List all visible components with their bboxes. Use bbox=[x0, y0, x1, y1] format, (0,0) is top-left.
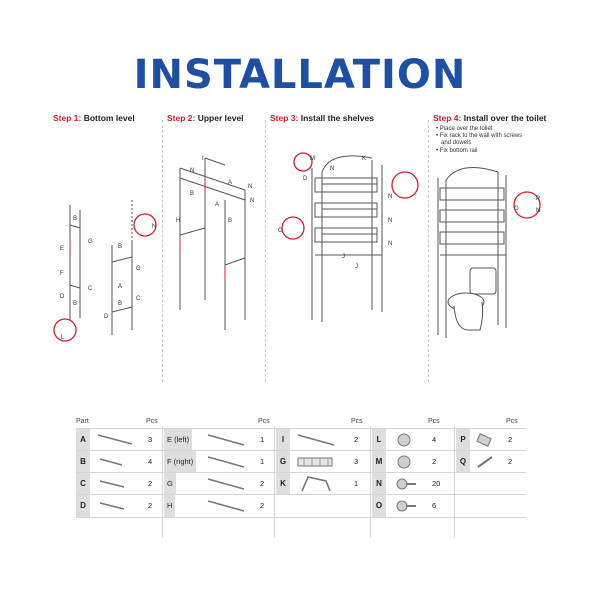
diagram-label: A bbox=[228, 180, 233, 186]
part-pcs: 2 bbox=[508, 435, 513, 444]
diagram-label: M bbox=[310, 156, 315, 162]
diagram-label: J bbox=[342, 254, 345, 260]
table-row bbox=[76, 494, 526, 518]
page-title: INSTALLATION bbox=[133, 52, 467, 98]
part-letter: A bbox=[76, 429, 90, 451]
rod-part-icon bbox=[96, 429, 136, 451]
diagram-label: A bbox=[215, 202, 220, 208]
note-item: • Fix rack to the wall with screws bbox=[436, 133, 586, 140]
part-pcs: 2 bbox=[260, 479, 265, 488]
step-1-frame-right bbox=[112, 200, 132, 335]
diagram-label: B bbox=[118, 301, 123, 307]
diagram-label: D bbox=[60, 294, 65, 300]
diagram-label: N bbox=[250, 198, 255, 204]
table-row bbox=[76, 450, 526, 473]
diagram-label: N bbox=[190, 168, 195, 174]
part-pcs: 3 bbox=[148, 435, 153, 444]
table-row bbox=[76, 472, 526, 495]
diagram-label: O bbox=[514, 206, 519, 212]
bolt-part-icon bbox=[392, 473, 432, 495]
table-row bbox=[76, 428, 526, 451]
part-letter: P bbox=[456, 429, 470, 451]
diagram-label: N bbox=[248, 184, 253, 190]
part-pcs: 2 bbox=[508, 457, 513, 466]
part-pcs: 2 bbox=[148, 479, 153, 488]
pcs-header: Pcs bbox=[146, 418, 158, 425]
diagram-label: F bbox=[60, 271, 64, 277]
pcs-header: Pcs bbox=[351, 418, 363, 425]
parts-table bbox=[76, 418, 526, 530]
diagram-label: N bbox=[536, 208, 541, 214]
rod-part-icon bbox=[206, 495, 246, 517]
shelf-part-icon bbox=[296, 451, 336, 473]
part-pcs: 2 bbox=[432, 457, 437, 466]
diagram-label: G bbox=[88, 239, 93, 245]
diagram-label: A bbox=[118, 284, 123, 290]
tube-part-icon bbox=[96, 451, 136, 473]
detail-circle bbox=[392, 172, 418, 198]
diagram-label: P bbox=[536, 196, 541, 202]
diagram-label: O bbox=[278, 228, 283, 234]
diagram-label: B bbox=[228, 218, 233, 224]
part-pcs: 1 bbox=[260, 457, 265, 466]
rod-part-icon bbox=[296, 429, 336, 451]
part-letter: C bbox=[76, 473, 90, 495]
diagram-label: J bbox=[355, 264, 358, 270]
step-4-label: Install over the toilet bbox=[463, 113, 547, 123]
diagram-label: E bbox=[60, 246, 65, 252]
part-letter: M bbox=[372, 451, 386, 473]
pcs-header: Pcs bbox=[428, 418, 440, 425]
rod-part-icon bbox=[206, 451, 246, 473]
detail-circle bbox=[282, 217, 304, 239]
diagram-label: B bbox=[73, 301, 78, 307]
diagram-label: D bbox=[303, 176, 308, 182]
part-letter: L bbox=[372, 429, 386, 451]
knob-part-icon bbox=[392, 451, 432, 473]
note-item: • Place over the toilet bbox=[436, 126, 586, 133]
part-pcs: 4 bbox=[148, 457, 153, 466]
part-pcs: 4 bbox=[432, 435, 437, 444]
diagram-label: L bbox=[61, 335, 65, 341]
arch-part-icon bbox=[296, 473, 336, 495]
knob-part-icon bbox=[392, 429, 432, 451]
rod-part-icon bbox=[206, 429, 246, 451]
part-letter: K bbox=[276, 473, 290, 495]
part-header: Part bbox=[76, 418, 89, 425]
part-pcs: 3 bbox=[354, 457, 359, 466]
diagram-label: I bbox=[202, 156, 204, 162]
part-name: G bbox=[164, 473, 176, 495]
part-letter: B bbox=[76, 451, 90, 473]
note-item: and dowels bbox=[441, 140, 472, 147]
step-4-number: Step 4: bbox=[433, 113, 462, 123]
toilet-illustration bbox=[448, 268, 496, 330]
pcs-header: Pcs bbox=[258, 418, 270, 425]
column-divider bbox=[274, 426, 275, 538]
diagram-label: B bbox=[73, 216, 78, 222]
column-divider bbox=[454, 426, 455, 538]
diagram-label: G bbox=[136, 266, 141, 272]
part-pcs: 20 bbox=[432, 479, 441, 488]
diagram-label: H bbox=[176, 218, 181, 224]
pcs-header: Pcs bbox=[506, 418, 518, 425]
part-name: E (left) bbox=[164, 429, 192, 451]
part-letter: Q bbox=[456, 451, 470, 473]
part-letter: N bbox=[372, 473, 386, 495]
diagram-label: N bbox=[330, 166, 335, 172]
part-letter: O bbox=[372, 495, 386, 517]
diagram-label: C bbox=[136, 296, 141, 302]
note-item: • Fix bottom rail bbox=[436, 148, 586, 155]
diagram-label: N bbox=[152, 224, 157, 230]
part-pcs: 2 bbox=[148, 501, 153, 510]
step-3-rack bbox=[312, 156, 382, 322]
detail-circle bbox=[54, 319, 76, 341]
part-name: H bbox=[164, 495, 175, 517]
bolt-part-icon bbox=[392, 495, 432, 517]
diagram-label: K bbox=[362, 156, 367, 162]
diagram-label: B bbox=[118, 244, 123, 250]
step-1-label: Bottom level bbox=[83, 113, 135, 123]
diagram-label: N bbox=[388, 218, 393, 224]
part-pcs: 2 bbox=[354, 435, 359, 444]
tube-part-icon bbox=[96, 495, 136, 517]
diagram-label: B bbox=[190, 191, 195, 197]
step-2-label: Upper level bbox=[197, 113, 244, 123]
rod-part-icon bbox=[206, 473, 246, 495]
diagram-label: N bbox=[388, 194, 393, 200]
part-pcs: 1 bbox=[354, 479, 359, 488]
step-3-label: Install the shelves bbox=[300, 113, 374, 123]
diagram-label: C bbox=[88, 286, 93, 292]
step-2-number: Step 2: bbox=[167, 113, 196, 123]
part-pcs: 1 bbox=[260, 435, 265, 444]
step-1-number: Step 1: bbox=[53, 113, 82, 123]
step-3-number: Step 3: bbox=[270, 113, 299, 123]
column-divider bbox=[162, 426, 163, 538]
tube-part-icon bbox=[96, 473, 136, 495]
diagram-label: D bbox=[104, 314, 109, 320]
column-divider bbox=[370, 426, 371, 538]
part-name: F (right) bbox=[164, 451, 196, 473]
part-pcs: 6 bbox=[432, 501, 437, 510]
part-letter: G bbox=[276, 451, 290, 473]
part-letter: I bbox=[276, 429, 290, 451]
diagram-label: N bbox=[388, 241, 393, 247]
step-2-frame bbox=[180, 158, 245, 330]
part-letter: D bbox=[76, 495, 90, 517]
part-pcs: 2 bbox=[260, 501, 265, 510]
